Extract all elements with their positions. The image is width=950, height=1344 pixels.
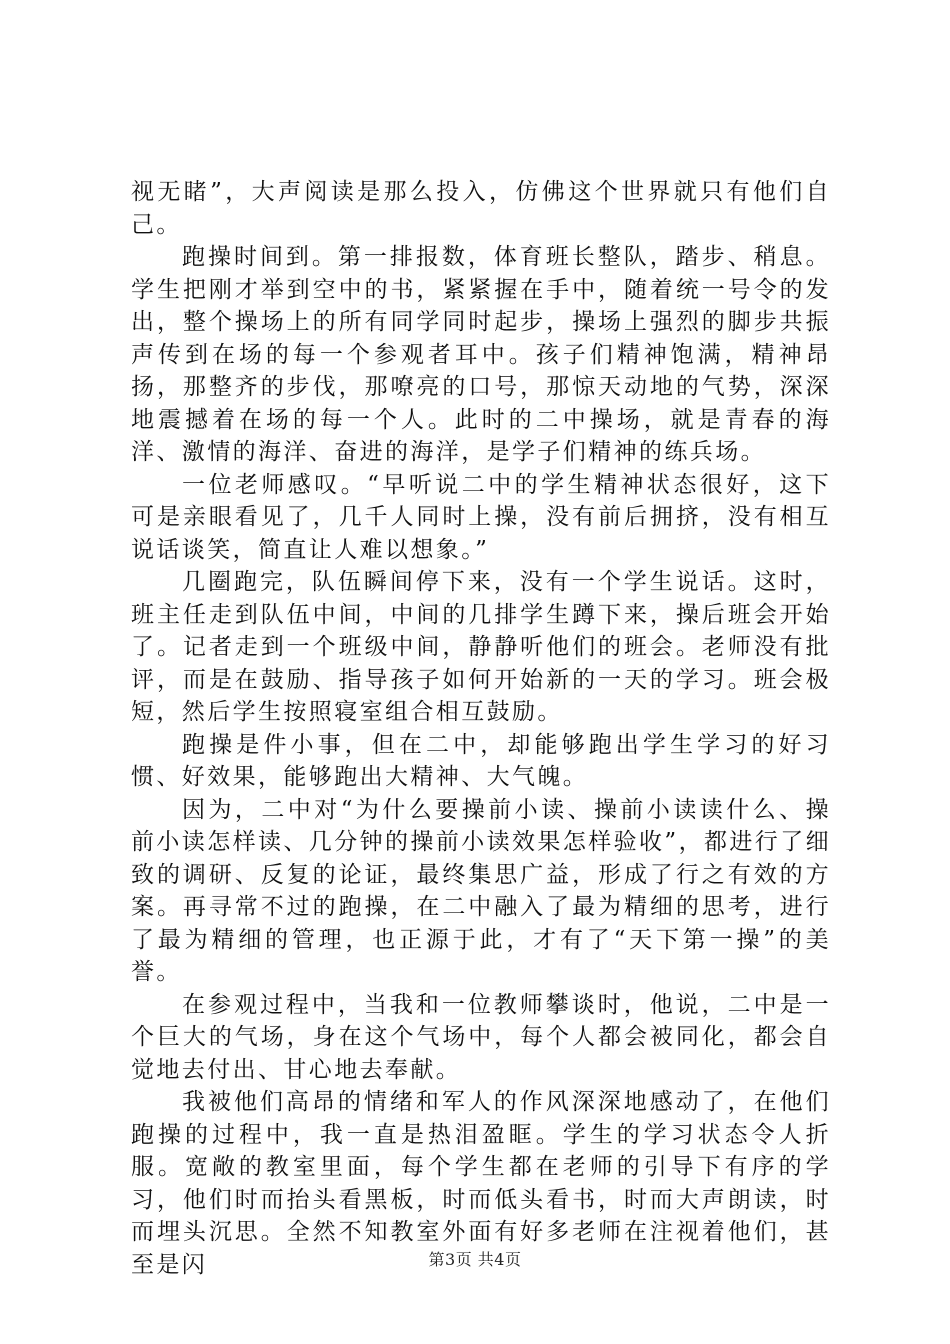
- paragraph: 几圈跑完，队伍瞬间停下来，没有一个学生说话。这时，班主任走到队伍中间，中间的几排学生蹲下来，操后班会开始了。记者走到一个班级中间，静静听他们的班会。老师没有批评，而是在鼓励、指导孩子如何开始新的一天的学习。班会极短，然后学生按照寝室组合相互鼓励。: [131, 569, 831, 725]
- document-body: [131, 176, 831, 1281]
- paragraph: 跑操时间到。第一排报数，体育班长整队，踏步、稍息。学生把刚才举到空中的书，紧紧握在手中，随着统一号令的发出，整个操场上的所有同学同时起步，操场上强烈的脚步共振声传到在场的每一个参观者耳中。孩子们精神饱满，精神昂扬，那整齐的步伐，那嘹亮的口号，那惊天动地的气势，深深地震撼着在场的每一个人。此时的二中操场，就是青春的海洋、激情的海洋、奋进的海洋，是学子们精神的练兵场。: [131, 244, 831, 465]
- paragraph: 一位老师感叹。“早听说二中的学生精神状态很好，这下可是亲眼看见了，几千人同时上操，没有前后拥挤，没有相互说话谈笑，简直让人难以想象。”: [131, 471, 831, 563]
- page-footer: 第3页 共4页: [428, 1250, 522, 1269]
- paragraph: 因为，二中对“为什么要操前小读、操前小读读什么、操前小读怎样读、几分钟的操前小读效果怎样验收”，都进行了细致的调研、反复的论证，最终集思广益，形成了行之有效的方案。再寻常不过的跑操，在二中融入了最为精细的思考，进行了最为精细的管理，也正源于此，才有了“天下第一操”的美誉。: [131, 796, 831, 985]
- paragraph: 我被他们高昂的情绪和军人的作风深深地感动了，在他们跑操的过程中，我一直是热泪盈眶。学生的学习状态令人折服。宽敞的教室里面，每个学生都在老师的引导下有序的学习，他们时而抬头看黑板，时而低头看书，时而大声朗读，时而埋头沉思。全然不知教室外面有好多老师在注视着他们，甚至是闪: [131, 1089, 831, 1278]
- paragraph: 跑操是件小事，但在二中，却能够跑出学生学习的好习惯、好效果，能够跑出大精神、大气魄。: [131, 731, 831, 790]
- paragraph: 在参观过程中，当我和一位教师攀谈时，他说，二中是一个巨大的气场，身在这个气场中，每个人都会被同化，都会自觉地去付出、甘心地去奉献。: [131, 991, 831, 1083]
- paragraph: 视无睹”，大声阅读是那么投入，仿佛这个世界就只有他们自己。: [131, 179, 831, 238]
